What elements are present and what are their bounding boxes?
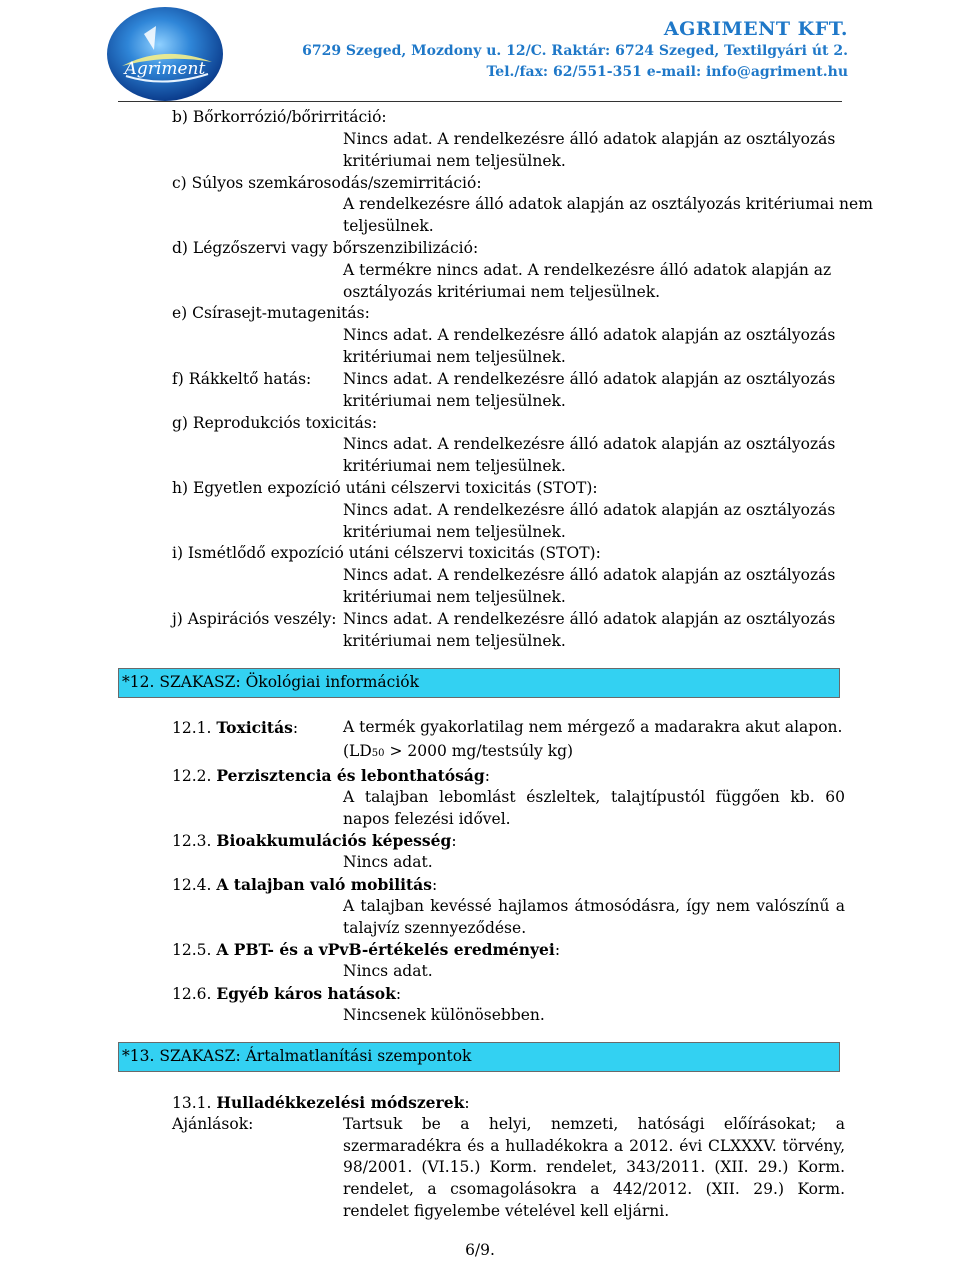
item-e-line1: Nincs adat. A rendelkezésre álló adatok alapján az osztályozás	[343, 326, 836, 344]
item-d-label: d) Légzőszervi vagy bőrszenzibilizáció:	[172, 239, 479, 257]
company-info	[302, 18, 848, 83]
section-12-header	[118, 668, 840, 698]
recommendations-text: Tartsuk be a helyi, nemzeti, hatósági előírásokat; a szermaradékra és a hulladékokra a 2012. évi CLXXXV. törvény, 98/2001. (VI.15.) Korm. rendelet, 343/2011. (XII. 29.) Korm. rendelet, a csomagolásokra a 442/2012. (XII. 29.) Korm. rendelet figyelembe vételével kell eljárni.	[343, 1115, 845, 1220]
subsection-12-3-heading: 12.3. Bioakkumulációs képesség:	[172, 831, 457, 850]
ld50-value: (LD50 > 2000 mg/testsúly kg)	[343, 742, 574, 760]
subsection-12-1-text: A termék gyakorlatilag nem mérgező a madarakra akut alapon.	[343, 718, 843, 736]
subsection-12-6-heading: 12.6. Egyéb káros hatások:	[172, 984, 402, 1003]
item-h-label: h) Egyetlen expozíció utáni célszervi toxicitás (STOT):	[172, 479, 598, 497]
item-f-line1: Nincs adat. A rendelkezésre álló adatok alapján az osztályozás	[343, 370, 836, 388]
section-13-title: *13. SZAKASZ: Ártalmatlanítási szempontok	[122, 1047, 472, 1065]
subsection-12-2-text: A talajban lebomlást észleltek, talajtípustól függően kb. 60 napos felezési idővel.	[343, 788, 845, 828]
item-f-label: f) Rákkeltő hatás:	[172, 370, 312, 388]
item-g-line2: kritériumai nem teljesülnek.	[343, 457, 566, 475]
item-h-line1: Nincs adat. A rendelkezésre álló adatok alapján az osztályozás	[343, 501, 836, 519]
subsection-12-6-text: Nincsenek különösebben.	[343, 1006, 545, 1024]
item-d-line2: osztályozás kritériumai nem teljesülnek.	[343, 283, 661, 301]
item-b-line1: Nincs adat. A rendelkezésre álló adatok alapján az osztályozás	[343, 130, 836, 148]
recommendations-label: Ajánlások:	[172, 1115, 254, 1133]
company-address: 6729 Szeged, Mozdony u. 12/C. Raktár: 6724 Szeged, Textilgyári út 2.	[302, 43, 848, 59]
item-h-line2: kritériumai nem teljesülnek.	[343, 523, 566, 541]
company-logo	[104, 4, 226, 104]
company-name: AGRIMENT KFT.	[663, 18, 848, 40]
subsection-12-2-heading: 12.2. Perzisztencia és lebonthatóság:	[172, 766, 490, 785]
item-c-line1: A rendelkezésre álló adatok alapján az osztályozás kritériumai nem	[343, 195, 873, 213]
item-d-line1: A termékre nincs adat. A rendelkezésre álló adatok alapján az	[343, 261, 832, 279]
item-c-label: c) Súlyos szemkárosodás/szemirritáció:	[172, 174, 482, 192]
header-divider	[118, 101, 842, 102]
company-contact: Tel./fax: 62/551-351 e-mail: info@agriment.hu	[486, 64, 848, 80]
item-e-label: e) Csírasejt-mutagenitás:	[172, 304, 370, 322]
item-e-line2: kritériumai nem teljesülnek.	[343, 348, 566, 366]
item-i-line1: Nincs adat. A rendelkezésre álló adatok alapján az osztályozás	[343, 566, 836, 584]
subsection-12-1-heading: 12.1. Toxicitás:	[172, 718, 299, 737]
item-i-label: i) Ismétlődő expozíció utáni célszervi toxicitás (STOT):	[172, 544, 601, 562]
subsection-12-5-text: Nincs adat.	[343, 962, 433, 980]
section-12-title: *12. SZAKASZ: Ökológiai információk	[122, 673, 420, 691]
item-j-line2: kritériumai nem teljesülnek.	[343, 632, 566, 650]
subsection-12-4-heading: 12.4. A talajban való mobilitás:	[172, 875, 438, 894]
item-b-line2: kritériumai nem teljesülnek.	[343, 152, 566, 170]
subsection-12-5-heading: 12.5. A PBT- és a vPvB-értékelés eredményei:	[172, 940, 561, 959]
item-j-line1: Nincs adat. A rendelkezésre álló adatok alapján az osztályozás	[343, 610, 836, 628]
subsection-13-1-heading: 13.1. Hulladékkezelési módszerek:	[172, 1093, 470, 1112]
subsection-12-3-text: Nincs adat.	[343, 853, 433, 871]
item-c-line2: teljesülnek.	[343, 217, 434, 235]
item-i-line2: kritériumai nem teljesülnek.	[343, 588, 566, 606]
logo-wordmark: Agriment	[124, 59, 206, 79]
page-number: 6/9.	[465, 1241, 495, 1259]
item-f-line2: kritériumai nem teljesülnek.	[343, 392, 566, 410]
item-g-line1: Nincs adat. A rendelkezésre álló adatok alapján az osztályozás	[343, 435, 836, 453]
item-j-label: j) Aspirációs veszély:	[172, 610, 337, 628]
section-13-header	[118, 1042, 840, 1072]
item-g-label: g) Reprodukciós toxicitás:	[172, 414, 378, 432]
subsection-12-4-text: A talajban kevéssé hajlamos átmosódásra, így nem valószínű a talajvíz szennyeződése.	[343, 897, 845, 937]
item-b-label: b) Bőrkorrózió/bőrirritáció:	[172, 108, 387, 126]
